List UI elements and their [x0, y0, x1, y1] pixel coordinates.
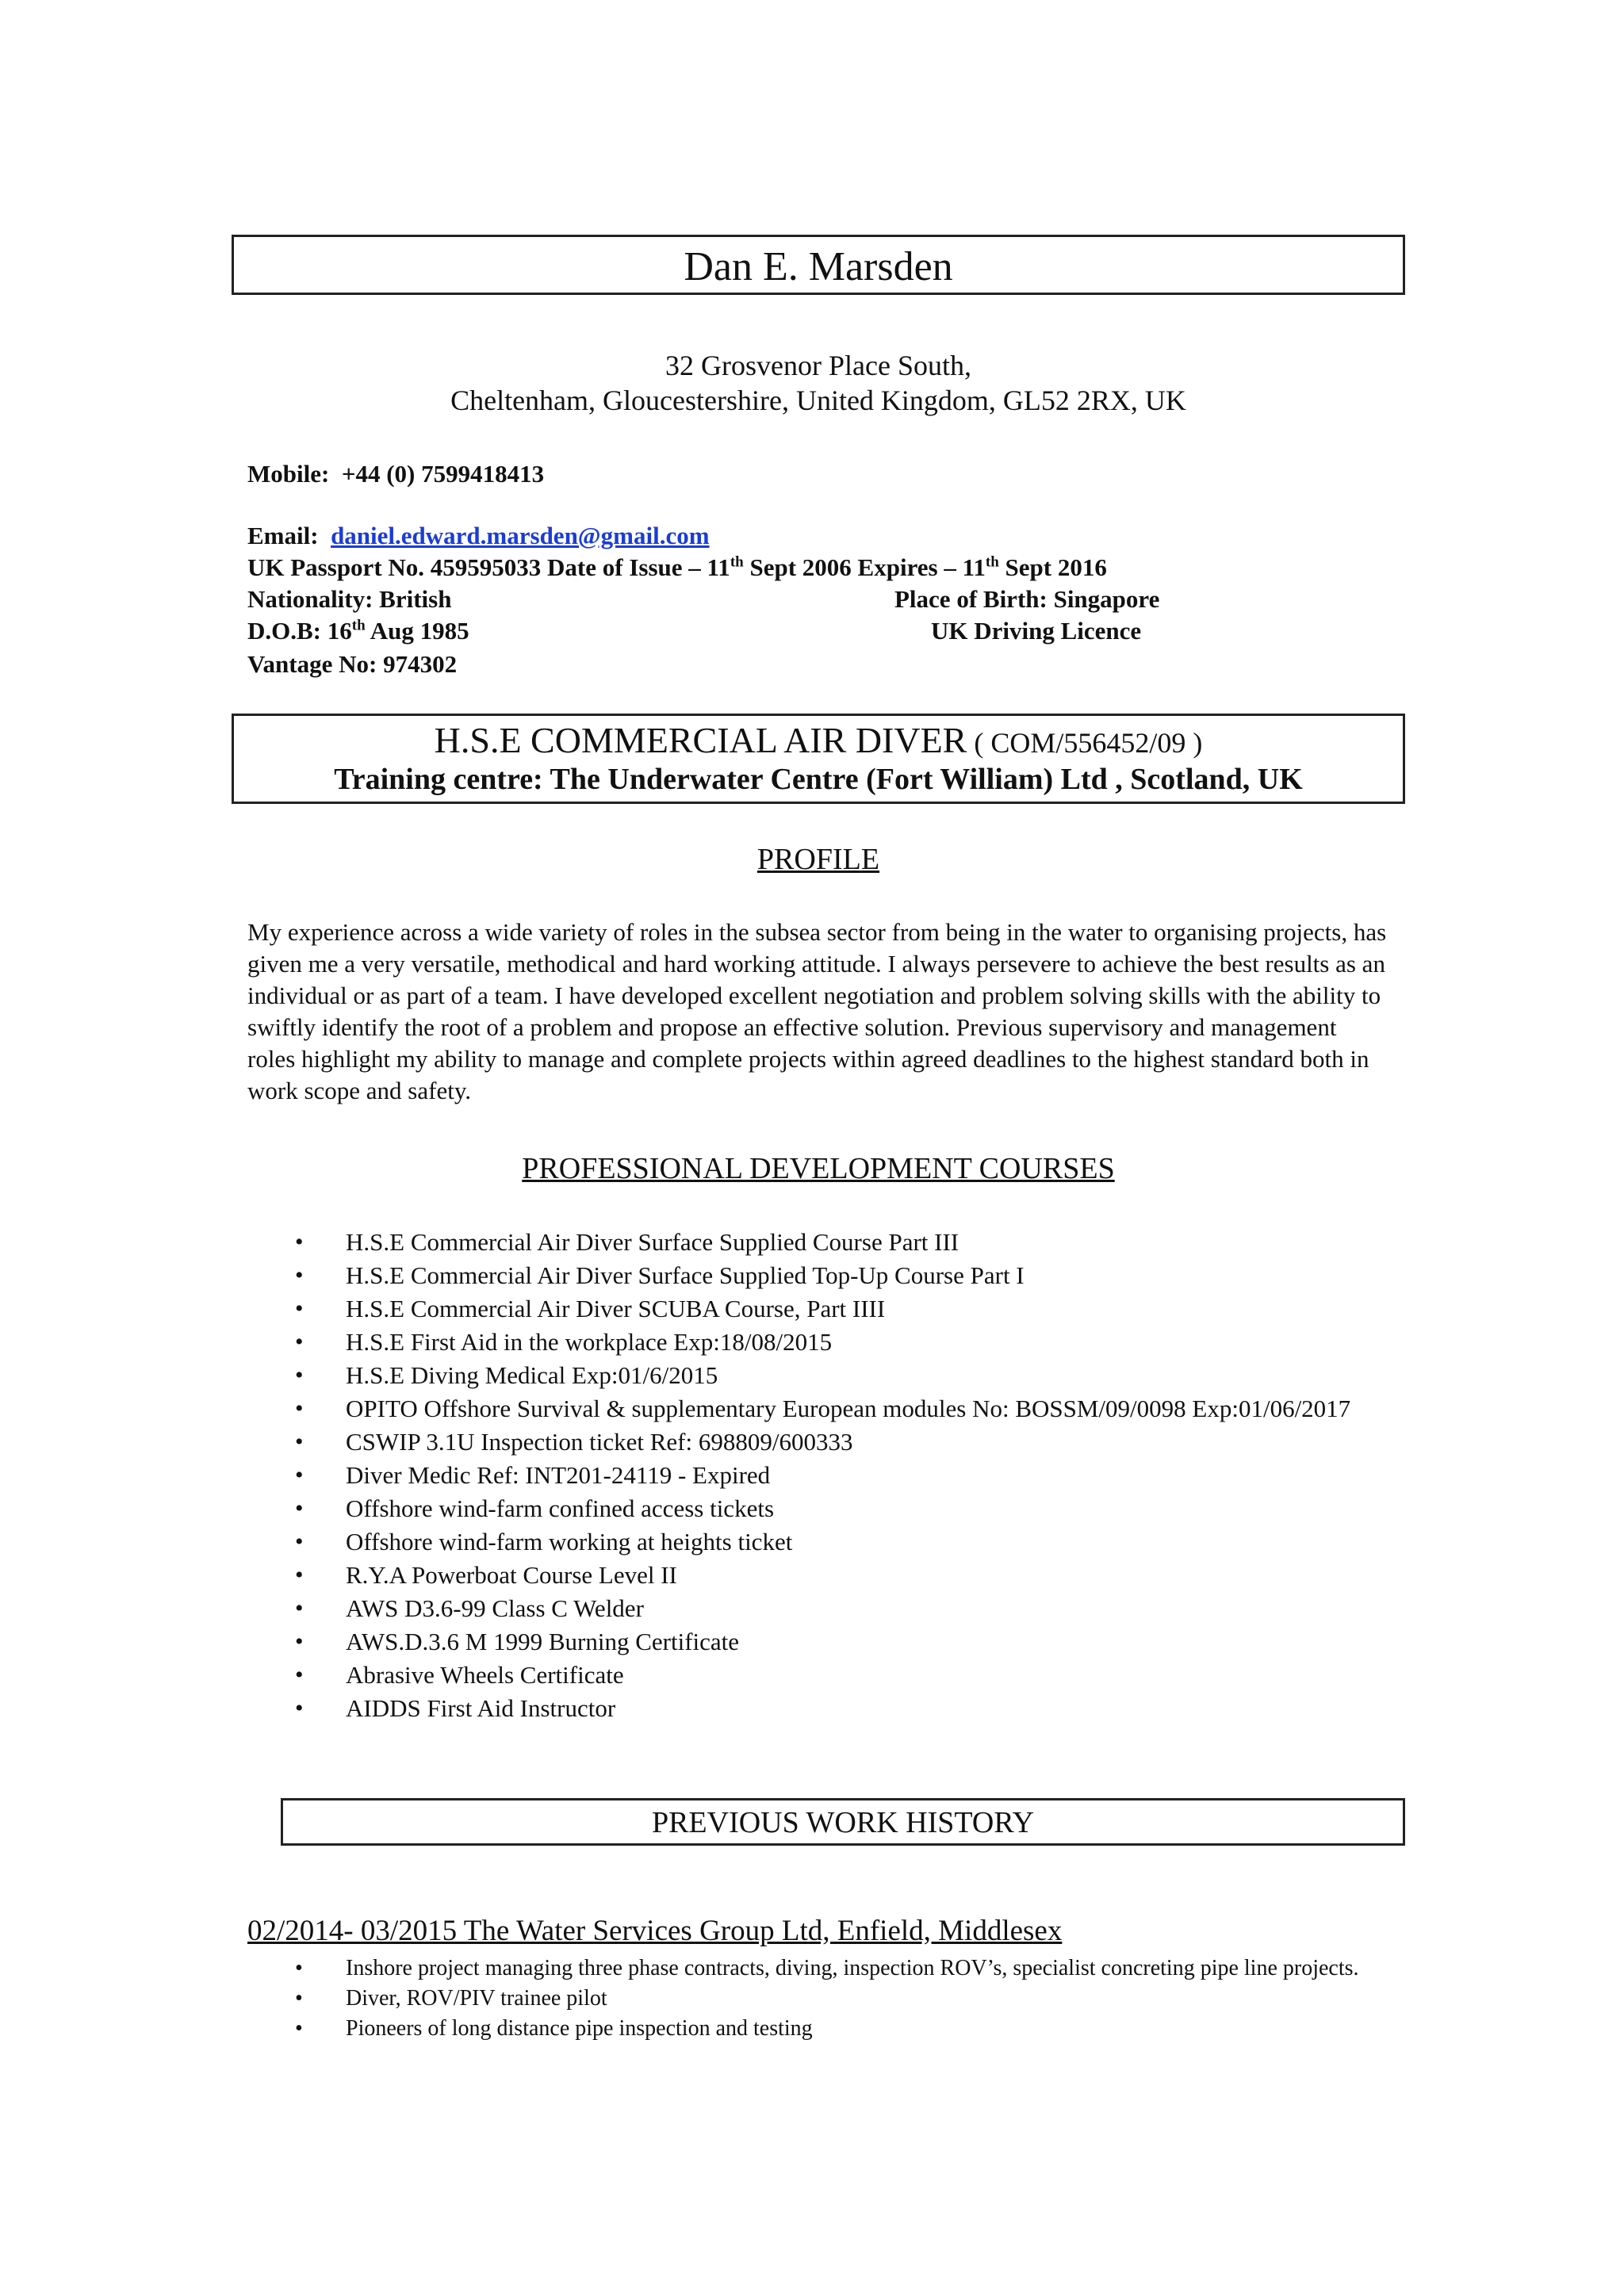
profile-text: My experience across a wide variety of roles in the subsea sector from being in the water to organising projects, has given me a very versatile, methodical and hard working attitude. I always persevere to achieve the best results as an individual or as part of a team. I have developed excellent negotiation and problem solving skills with the ability to swiftly identify the root of a problem and propose an effective solution. Previous supervisory and management roles highlight my ability to manage and complete projects within agreed deadlines to the highest standard both in work scope and safety. — [247, 918, 1387, 1104]
email-label: Email: — [247, 522, 319, 549]
list-item: • H.S.E First Aid in the workplace Exp:18/08/2015 — [247, 1327, 1389, 1357]
list-item: • Inshore project managing three phase contracts, diving, inspection ROV’s, specialist concreting pipe line projects. — [247, 1955, 1389, 1982]
training-centre: Training centre: The Underwater Centre (Fort William) Ltd , Scotland, UK — [334, 763, 1303, 796]
work-history-box — [281, 1798, 1405, 1846]
passport-mid: Sept 2006 Expires – 11 — [743, 553, 986, 581]
dob-sup: th — [351, 617, 366, 634]
passport-suffix: Sept 2016 — [998, 553, 1107, 581]
list-item: • Diver Medic Ref: INT201-24119 - Expired — [247, 1460, 1389, 1490]
certification-title-line — [234, 719, 1403, 761]
vantage-number: Vantage No: 974302 — [247, 650, 458, 678]
dob-prefix: D.O.B: 16 — [247, 617, 352, 645]
list-item: • H.S.E Commercial Air Diver SCUBA Course, Part IIII — [247, 1294, 1389, 1324]
mobile-line — [247, 460, 544, 488]
profile-heading: PROFILE — [756, 843, 880, 876]
email-line — [247, 522, 710, 550]
list-item: • H.S.E Diving Medical Exp:01/6/2015 — [247, 1360, 1389, 1391]
passport-prefix: UK Passport No. 459595033 Date of Issue – 11 — [247, 553, 730, 581]
dob-line — [247, 617, 469, 645]
list-item: • H.S.E Commercial Air Diver Surface Supplied Top-Up Course Part I — [247, 1261, 1389, 1291]
certification-title: H.S.E COMMERCIAL AIR DIVER — [434, 720, 967, 760]
list-item: • CSWIP 3.1U Inspection ticket Ref: 698809/600333 — [247, 1427, 1389, 1457]
list-item: • Pioneers of long distance pipe inspection and testing — [247, 2015, 1389, 2042]
passport-sup-1: th — [730, 553, 744, 571]
nationality: Nationality: British — [247, 585, 452, 613]
list-item: • AIDDS First Aid Instructor — [247, 1693, 1389, 1724]
mobile-number: +44 (0) 7599418413 — [341, 460, 545, 488]
passport-sup-2: th — [985, 553, 999, 571]
list-item: • H.S.E Commercial Air Diver Surface Supplied Course Part III — [247, 1227, 1389, 1257]
mobile-label: Mobile: — [247, 460, 330, 488]
courses-heading: PROFESSIONAL DEVELOPMENT COURSES — [522, 1152, 1115, 1185]
place-of-birth: Place of Birth: Singapore — [894, 585, 1160, 613]
certification-box — [232, 714, 1405, 804]
candidate-name: Dan E. Marsden — [684, 244, 953, 289]
list-item: • AWS D3.6-99 Class C Welder — [247, 1594, 1389, 1624]
email-link[interactable]: daniel.edward.marsden@gmail.com — [331, 522, 710, 549]
courses-list — [247, 1227, 1389, 1727]
list-item: • Offshore wind-farm confined access tickets — [247, 1494, 1389, 1524]
work-history-heading: PREVIOUS WORK HISTORY — [651, 1806, 1035, 1839]
name-box — [232, 235, 1405, 295]
driving-licence: UK Driving Licence — [931, 617, 1142, 645]
passport-line — [247, 553, 1107, 582]
list-item: • OPITO Offshore Survival & supplementary European modules No: BOSSM/09/0098 Exp:01/06/2017 — [247, 1394, 1389, 1424]
job-title: 02/2014- 03/2015 The Water Services Group Ltd, Enfield, Middlesex — [247, 1915, 1063, 1947]
dob-suffix: Aug 1985 — [365, 617, 469, 645]
address-line-1: 32 Grosvenor Place South, — [665, 350, 971, 381]
list-item: • AWS.D.3.6 M 1999 Burning Certificate — [247, 1627, 1389, 1657]
list-item: • Abrasive Wheels Certificate — [247, 1660, 1389, 1690]
list-item: • Diver, ROV/PIV trainee pilot — [247, 1985, 1389, 2012]
certification-number: ( COM/556452/09 ) — [967, 727, 1203, 759]
list-item: • Offshore wind-farm working at heights ticket — [247, 1527, 1389, 1557]
job-duties-list — [247, 1955, 1389, 2045]
address-line-2: Cheltenham, Gloucestershire, United Kingdom, GL52 2RX, UK — [450, 385, 1186, 416]
list-item: • R.Y.A Powerboat Course Level II — [247, 1560, 1389, 1590]
